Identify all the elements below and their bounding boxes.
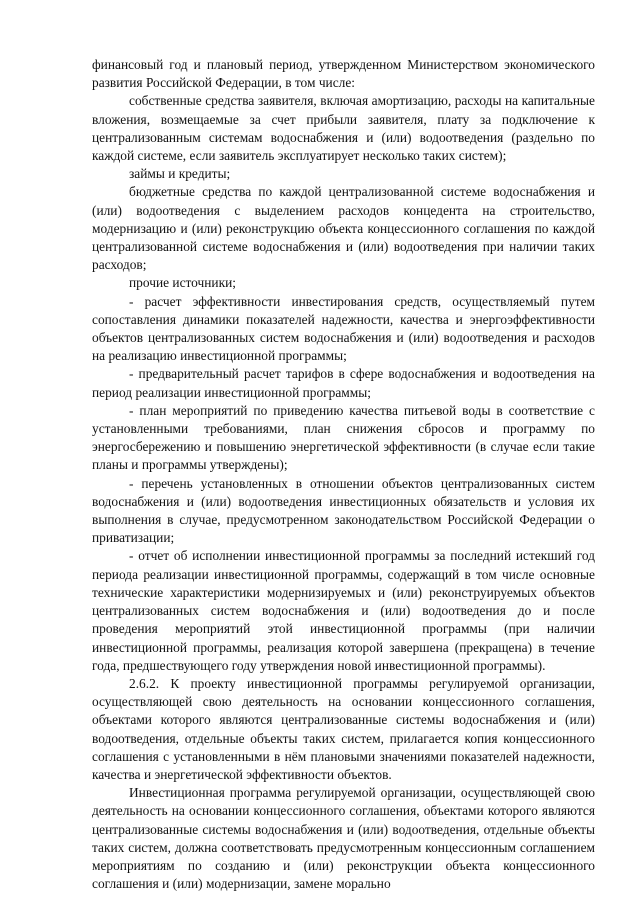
paragraph-efficiency-calculation: - расчет эффективности инвестирования средств, осуществляемый путем сопоставления динамики показателей надежности, качества и энергоэффективности объектов централизованных систем водоснабжения и (или) водоотведения и расходов на реализацию инвестиционной программы; <box>92 293 595 364</box>
document-page <box>92 56 595 893</box>
paragraph-loans: займы и кредиты; <box>129 166 231 182</box>
paragraph-other-sources: прочие источники; <box>129 275 236 291</box>
paragraph-budget-funds: бюджетные средства по каждой централизованной системе водоснабжения и (или) водоотведения с выделением расходов концедента на строительство, модернизацию и (или) реконструкцию объекта концессионного соглашения по каждой централизованной системе водоснабжения и (или) водоотведения при наличии таких расходов; <box>92 184 595 273</box>
paragraph-own-funds: собственные средства заявителя, включая амортизацию, расходы на капитальные вложения, возмещаемые за счет прибыли заявителя, плату за подключение к централизованным системам водоснабжения и (или) водоотведения (раздельно по каждой системе, если заявитель эксплуатирует несколько таких систем); <box>92 93 595 164</box>
paragraph-execution-report: - отчет об исполнении инвестиционной программы за последний истекший год периода реализации инвестиционной программы, содержащий в том числе основные технические характеристики модернизируемых и (или) реконструируемых объектов централизованных систем водоснабжения и (или) водоотведения до и после проведения мероприятий этой инвестиционной программы (при наличии инвестиционной программы, реализация которой завершена (прекращена) в течение года, предшествующего году утверждения новой инвестиционной программы). <box>92 548 595 673</box>
paragraph-section-2-6-2: 2.6.2. К проекту инвестиционной программы регулируемой организации, осуществляющей свою деятельность на основании концессионного соглашения, объектами которого являются централизованные системы водоснабжения и (или) водоотведения, отдельные объекты таких систем, прилагается копия концессионного соглашения с установленными в нём плановыми значениями показателей надежности, качества и энергетической эффективности объектов. <box>92 675 595 782</box>
paragraph-financing-period: финансовый год и плановый период, утвержденном Министерством экономического развития Российской Федерации, в том числе: <box>92 57 595 91</box>
paragraph-tariff-calculation: - предварительный расчет тарифов в сфере водоснабжения и водоотведения на период реализации инвестиционной программы; <box>92 366 595 400</box>
paragraph-concession-program: Инвестиционная программа регулируемой организации, осуществляющей свою деятельность на основании концессионного соглашения, объектами которого являются централизованные системы водоснабжения и (или) водоотведения, отдельные объекты таких систем, должна соответствовать предусмотренным концессионным соглашением мероприятиям по созданию и (или) реконструкции объекта концессионного соглашения и (или) модернизации, замене морально <box>92 785 595 892</box>
paragraph-water-quality-plan: - план мероприятий по приведению качества питьевой воды в соответствие с установленными требованиями, план снижения сбросов и программу по энергосбережению и повышению энергетической эффективности (в случае если такие планы и программы утверждены); <box>92 402 595 473</box>
paragraph-investment-obligations: - перечень установленных в отношении объектов централизованных систем водоснабжения и (или) водоотведения инвестиционных обязательств и условия их выполнения в случае, предусмотренном законодательством Российской Федерации о приватизации; <box>92 475 595 546</box>
